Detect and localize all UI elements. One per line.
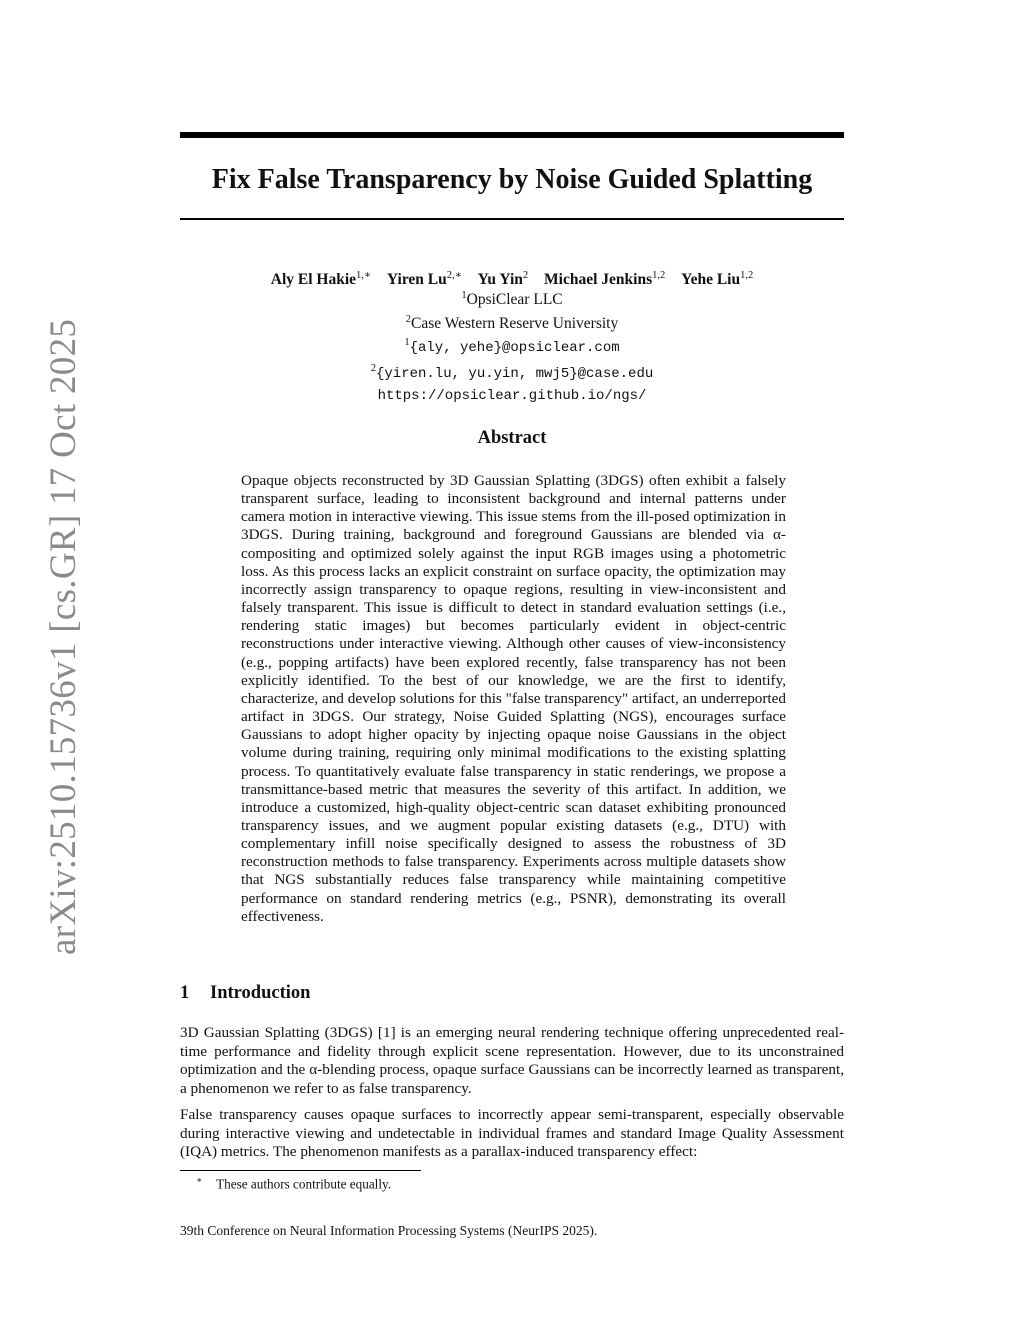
affiliation: $^1$OpsiClear LLC xyxy=(461,290,563,309)
author: Yu Yin$^2$ xyxy=(477,270,529,289)
intro-paragraph-1: 3D Gaussian Splatting (3DGS) [1] is an emerging neural rendering technique offering unprecedented real-time performance and fidelity through explicit scene representation. However, due to its unconstrained optimization and the α-blending process, opaque surface Gaussians can be incorrectly learned as transparent, a phenomenon we refer to as false transparency. xyxy=(180,1024,844,1097)
affiliations xyxy=(180,286,844,406)
arxiv-identifier: arXiv:2510.15736v1 [cs.GR] 17 Oct 2025 xyxy=(43,318,84,955)
section-heading-introduction: 1 Introduction xyxy=(180,983,311,1003)
email-line[interactable]: $^1${aly, yehe}@opsiclear.com xyxy=(404,337,620,357)
title-rule-top xyxy=(180,132,844,138)
paper-title: Fix False Transparency by Noise Guided Splatting xyxy=(211,164,813,195)
author: Aly El Hakie$^{1,∗}$ xyxy=(270,270,372,289)
footnote-rule xyxy=(180,1170,421,1171)
affiliation: $^2$Case Western Reserve University xyxy=(405,313,619,332)
footnote: ∗ These authors contribute equally. xyxy=(196,1175,392,1192)
abstract-body: Opaque objects reconstructed by 3D Gaussian Splatting (3DGS) often exhibit a falsely transparent surface, leading to inconsistent background and internal patterns under camera motion in interactive viewing. This issue stems from the ill-posed optimization in 3DGS. During training, background and foreground Gaussians are blended via α-compositing and optimized solely against the input RGB images using a photometric loss. As this process lacks an explicit constraint on surface opacity, the optimization may incorrectly assign transparency to opaque regions, resulting in view-inconsistent and falsely transparent. This issue is difficult to detect in standard evaluation settings (i.e., rendering static images) but becomes particularly evident in object-centric reconstructions under interactive viewing. Although other causes of view-inconsistency (e.g., popping artifacts) have been explored recently, false transparency has not been explicitly identified. To the best of our knowledge, we are the first to identify, characterize, and develop solutions for this "false transparency" artifact, an underreported artifact in 3DGS. Our strategy, Noise Guided Splatting (NGS), encourages surface Gaussians to adopt higher opacity by injecting opaque noise Gaussians in the object volume during training, requiring only minimal modifications to the existing splatting process. To quantitatively evaluate false transparency in static renderings, we propose a transmittance-based metric that measures the severity of this artifact. In addition, we introduce a customized, high-quality object-centric scan dataset exhibiting pronounced transparency issues, and we augment popular existing datasets (e.g., DTU) with complementary infill noise specifically designed to assess the robustness of 3D reconstruction methods to false transparency. Experiments across multiple datasets show that NGS substantially reduces false transparency while maintaining competitive performance on standard rendering metrics (e.g., PSNR), demonstrating its overall effectiveness. xyxy=(241,472,786,925)
email-line[interactable]: $^2${yiren.lu, yu.yin, mwj5}@case.edu xyxy=(370,362,654,383)
project-url-link[interactable]: https://opsiclear.github.io/ngs/ xyxy=(377,387,647,404)
author: Yehe Liu$^{1,2}$ xyxy=(681,270,754,289)
venue-note: 39th Conference on Neural Information Processing Systems (NeurIPS 2025). xyxy=(180,1223,598,1238)
title-rule-bottom xyxy=(180,218,844,220)
author: Yiren $Lu^{2,∗}$ xyxy=(386,270,462,289)
abstract-heading: Abstract xyxy=(477,428,547,448)
author: Michael Jenkins$^{1,2}$ xyxy=(544,270,666,289)
intro-paragraph-2: False transparency causes opaque surfaces to incorrectly appear semi-transparent, especially observable during interactive viewing and undetectable in individual frames and standard Image Quality Assessment (IQA) metrics. The phenomenon manifests as a parallax-induced transparency effect: xyxy=(180,1106,844,1161)
